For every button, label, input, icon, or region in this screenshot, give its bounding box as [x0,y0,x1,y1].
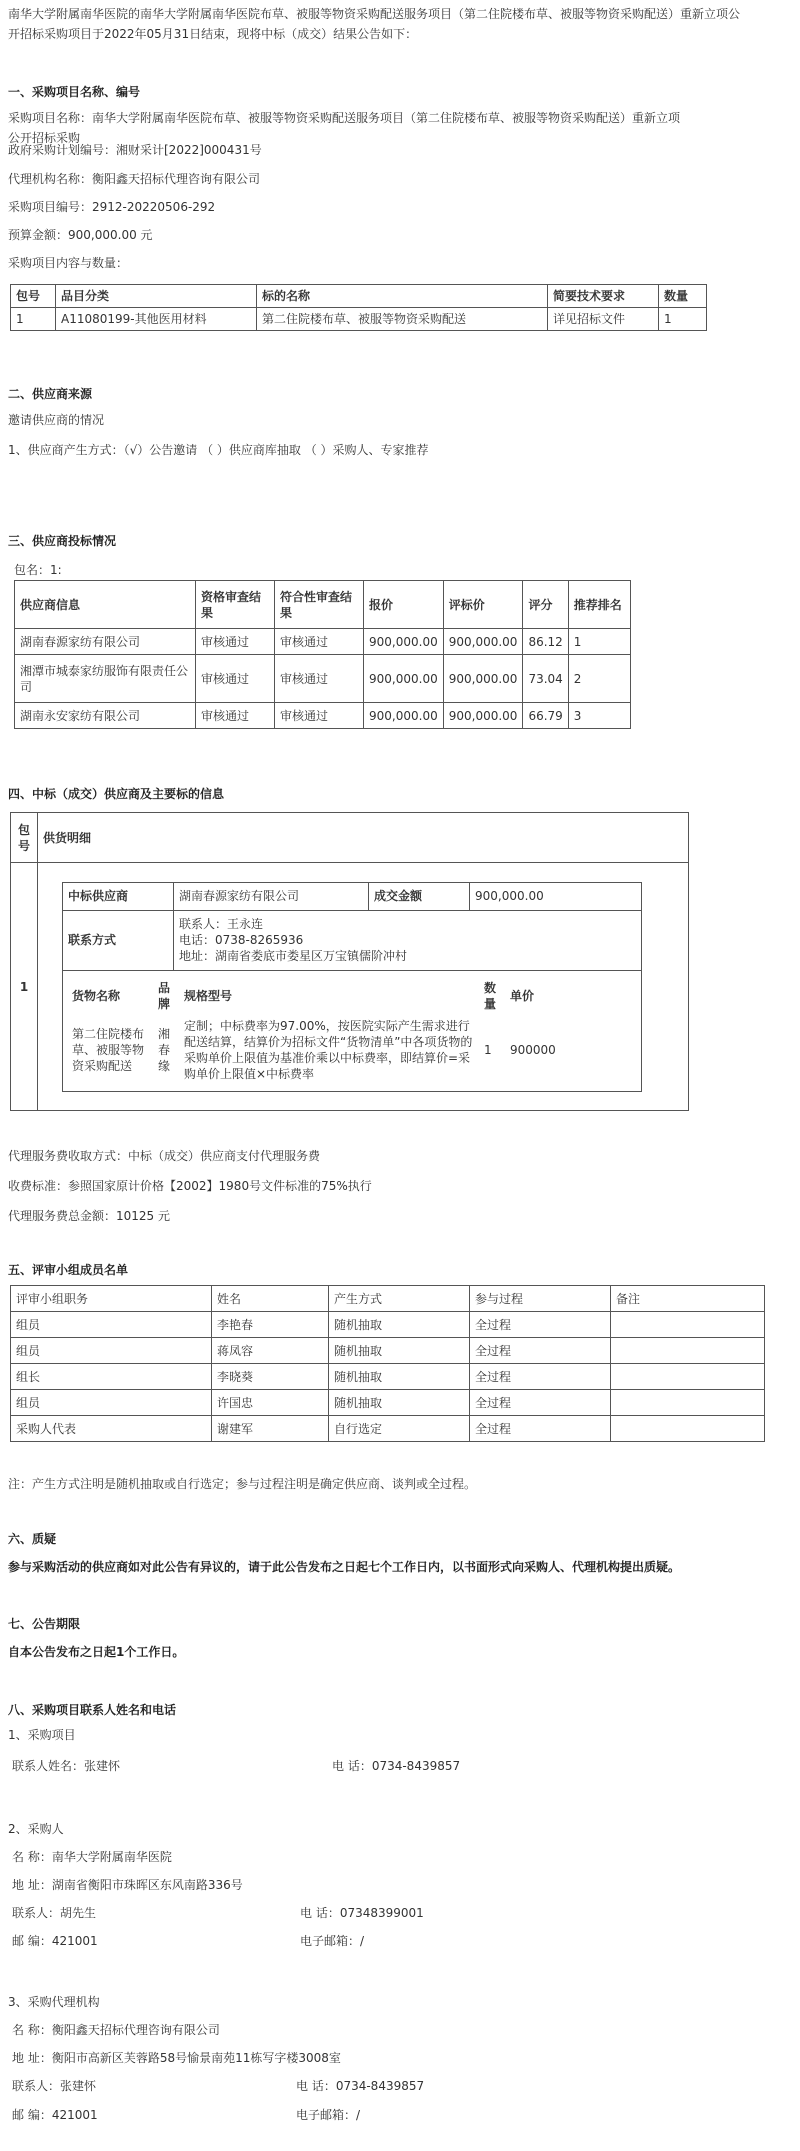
table-row [11,1338,765,1364]
table-cell [611,1416,765,1442]
goods-header: 品牌 [158,980,171,1011]
project-name-line-1: 采购项目名称：南华大学附属南华医院布草、被服等物资采购配送服务项目（第二住院楼布草、被服等物资采购配送）重新立项 [8,111,681,125]
table-cell: 900,000.00 [443,703,523,729]
item-table-header: 数量 [659,285,707,308]
project-number: 采购项目编号：2912-20220506-292 [8,200,216,214]
intro-line-1: 南华大学附属南华医院的南华大学附属南华医院布草、被服等物资采购配送服务项目（第二住院楼布草、被服等物资采购配送）重新立项公 [8,7,741,21]
table-cell: A11080199-其他医用材料 [56,308,257,331]
contact-phone: 电话：0738-8265936 [179,933,304,947]
table-cell: 900,000.00 [364,703,444,729]
agency-phone: 电 话：0734-8439857 [296,2079,425,2093]
project-contact-name: 联系人姓名：张建怀 [12,1759,121,1773]
table-cell: 随机抽取 [329,1390,470,1416]
goods-header: 单价 [510,988,535,1003]
review-note: 注：产生方式注明是随机抽取或自行选定；参与过程注明是确定供应商、谈判或全过程。 [8,1477,477,1491]
amount-label: 成交金额 [369,882,470,910]
table-cell: 900,000.00 [364,655,444,703]
review-table-header: 评审小组职务 [11,1286,212,1312]
award-detail-table [62,882,642,1092]
supplier-label: 中标供应商 [63,882,174,910]
table-cell: 详见招标文件 [548,308,659,331]
amount-value: 900,000.00 [470,882,642,910]
pkg-header: 包号 [11,813,38,863]
item-table-header: 标的名称 [257,285,548,308]
item-table-header: 简要技术要求 [548,285,659,308]
table-cell: 组员 [11,1312,212,1338]
table-cell: 全过程 [470,1390,611,1416]
table-cell: 1 [11,308,56,331]
table-row [11,308,707,331]
table-cell: 谢建军 [212,1416,329,1442]
agency-name-line: 名 称：衡阳鑫天招标代理咨询有限公司 [12,2023,220,2037]
award-table [10,812,689,1111]
section-2-title: 二、供应商来源 [8,387,93,401]
goods-header: 规格型号 [184,988,233,1003]
goods-name: 第二住院楼布草、被服等物资采购配送 [72,1026,145,1073]
purchaser-zip: 邮 编：421001 [12,1934,98,1948]
contact-label: 联系方式 [63,910,174,970]
agency-contact: 联系人：张建怀 [12,2079,97,2093]
item-table-header: 包号 [11,285,56,308]
period-text: 自本公告发布之日起1个工作日。 [8,1645,185,1659]
section-7-title: 七、公告期限 [8,1617,81,1631]
review-table-header: 参与过程 [470,1286,611,1312]
section-5-title: 五、评审小组成员名单 [8,1263,129,1277]
table-cell: 86.12 [523,629,568,655]
goods-table [67,977,637,1085]
bid-table-header: 报价 [364,581,444,629]
goods-price: 900000 [510,1042,556,1057]
project-contact-phone: 电 话：0734-8439857 [332,1759,461,1773]
bid-table-header: 评标价 [443,581,523,629]
supplier-name: 湖南春源家纺有限公司 [174,882,369,910]
table-cell: 组员 [11,1390,212,1416]
table-cell: 湖南永安家纺有限公司 [15,703,196,729]
table-cell: 审核通过 [275,703,364,729]
supplier-method: 1、供应商产生方式：（√）公告邀请 （ ）供应商库抽取 （ ）采购人、专家推荐 [8,443,429,457]
table-row [15,703,631,729]
table-cell: 审核通过 [196,655,275,703]
purchaser-phone: 电 话：07348399001 [300,1906,424,1920]
goods-header: 货物名称 [72,988,121,1003]
table-cell: 审核通过 [196,629,275,655]
table-cell: 全过程 [470,1312,611,1338]
table-cell: 随机抽取 [329,1364,470,1390]
table-cell: 随机抽取 [329,1338,470,1364]
agency-email: 电子邮箱：/ [296,2108,361,2122]
table-cell [611,1390,765,1416]
budget-amount: 预算金额：900,000.00 元 [8,228,153,242]
pkg-number: 1 [11,863,38,1111]
purchaser-contact: 联系人：胡先生 [12,1906,97,1920]
table-cell: 许国忠 [212,1390,329,1416]
table-cell: 全过程 [470,1364,611,1390]
table-row [11,1364,765,1390]
table-cell [611,1364,765,1390]
contact-address: 地址：湖南省娄底市娄星区万宝镇儒阶冲村 [179,949,408,963]
plan-number: 政府采购计划编号：湘财采计[2022]000431号 [8,143,262,157]
content-label: 采购项目内容与数量： [8,256,129,270]
goods-brand: 湘春缘 [158,1026,171,1073]
table-cell: 900,000.00 [443,629,523,655]
table-cell: 组长 [11,1364,212,1390]
table-cell: 1 [659,308,707,331]
table-cell: 李艳春 [212,1312,329,1338]
table-cell: 900,000.00 [443,655,523,703]
review-table [10,1285,765,1442]
table-cell: 湘潭市城泰家纺服饰有限责任公司 [15,655,196,703]
bid-table-header: 评分 [523,581,568,629]
item-table [10,284,707,331]
section-8-title: 八、采购项目联系人姓名和电话 [8,1703,177,1717]
bid-table-header: 推荐排名 [568,581,630,629]
table-cell: 66.79 [523,703,568,729]
contact-section-agency: 3、采购代理机构 [8,1995,100,2009]
table-cell: 随机抽取 [329,1312,470,1338]
table-cell: 全过程 [470,1416,611,1442]
review-table-header: 备注 [611,1286,765,1312]
table-cell: 审核通过 [275,629,364,655]
table-cell [611,1312,765,1338]
agency-zip: 邮 编：421001 [12,2108,98,2122]
bid-table-header: 供应商信息 [15,581,196,629]
bid-table-header: 符合性审查结果 [275,581,364,629]
table-row [15,629,631,655]
table-cell: 审核通过 [275,655,364,703]
contact-person: 联系人：王永连 [179,917,264,931]
table-cell: 蒋凤容 [212,1338,329,1364]
table-cell: 第二住院楼布草、被服等物资采购配送 [257,308,548,331]
table-cell: 采购人代表 [11,1416,212,1442]
objection-text: 参与采购活动的供应商如对此公告有异议的，请于此公告发布之日起七个工作日内，以书面形式向采购人、代理机构提出质疑。 [8,1560,681,1574]
goods-qty: 1 [484,1042,492,1057]
agency-address: 地 址：衡阳市高新区芙蓉路58号愉景南苑11栋写字楼3008室 [12,2051,341,2065]
contact-section-purchaser: 2、采购人 [8,1822,64,1836]
detail-header: 供货明细 [38,813,689,863]
purchaser-name: 名 称：南华大学附属南华医院 [12,1850,172,1864]
project-name-line-2: 公开招标采购 [8,131,81,145]
fee-total: 代理服务费总金额：10125 元 [8,1209,170,1223]
fee-standard: 收费标准：参照国家原计价格【2002】1980号文件标准的75%执行 [8,1179,372,1193]
table-cell: 组员 [11,1338,212,1364]
item-table-header: 品目分类 [56,285,257,308]
table-row [15,655,631,703]
goods-header: 数量 [484,980,497,1011]
intro-line-2: 开招标采购项目于2022年05月31日结束，现将中标（成交）结果公告如下： [8,27,418,41]
table-cell [611,1338,765,1364]
review-table-header: 姓名 [212,1286,329,1312]
purchaser-email: 电子邮箱：/ [300,1934,365,1948]
section-4-title: 四、中标（成交）供应商及主要标的信息 [8,787,225,801]
table-cell: 审核通过 [196,703,275,729]
table-cell: 3 [568,703,630,729]
review-table-header: 产生方式 [329,1286,470,1312]
section-3-title: 三、供应商投标情况 [8,534,117,548]
package-label: 包名：1: [14,563,62,577]
table-row [11,1416,765,1442]
contact-section-project: 1、采购项目 [8,1728,76,1742]
bid-table-header: 资格审查结果 [196,581,275,629]
goods-spec: 定制；中标费率为97.00%，按医院实际产生需求进行配送结算，结算价为招标文件“货物清单”中各项货物的采购单价上限值为基准价乘以中标费率，即结算价=采购单价上限值×中标费率 [184,1018,473,1081]
table-cell: 全过程 [470,1338,611,1364]
table-cell: 900,000.00 [364,629,444,655]
table-cell: 李晓葵 [212,1364,329,1390]
table-row [11,1312,765,1338]
section-1-title: 一、采购项目名称、编号 [8,85,141,99]
invite-label: 邀请供应商的情况 [8,413,105,427]
agency-name: 代理机构名称：衡阳鑫天招标代理咨询有限公司 [8,172,261,186]
table-cell: 自行选定 [329,1416,470,1442]
table-row [67,1015,637,1085]
fee-method: 代理服务费收取方式：中标（成交）供应商支付代理服务费 [8,1149,321,1163]
table-row [11,1390,765,1416]
bid-table [14,580,631,729]
table-cell: 2 [568,655,630,703]
section-6-title: 六、质疑 [8,1532,57,1546]
purchaser-address: 地 址：湖南省衡阳市珠晖区东风南路336号 [12,1878,243,1892]
table-cell: 1 [568,629,630,655]
table-cell: 湖南春源家纺有限公司 [15,629,196,655]
table-cell: 73.04 [523,655,568,703]
